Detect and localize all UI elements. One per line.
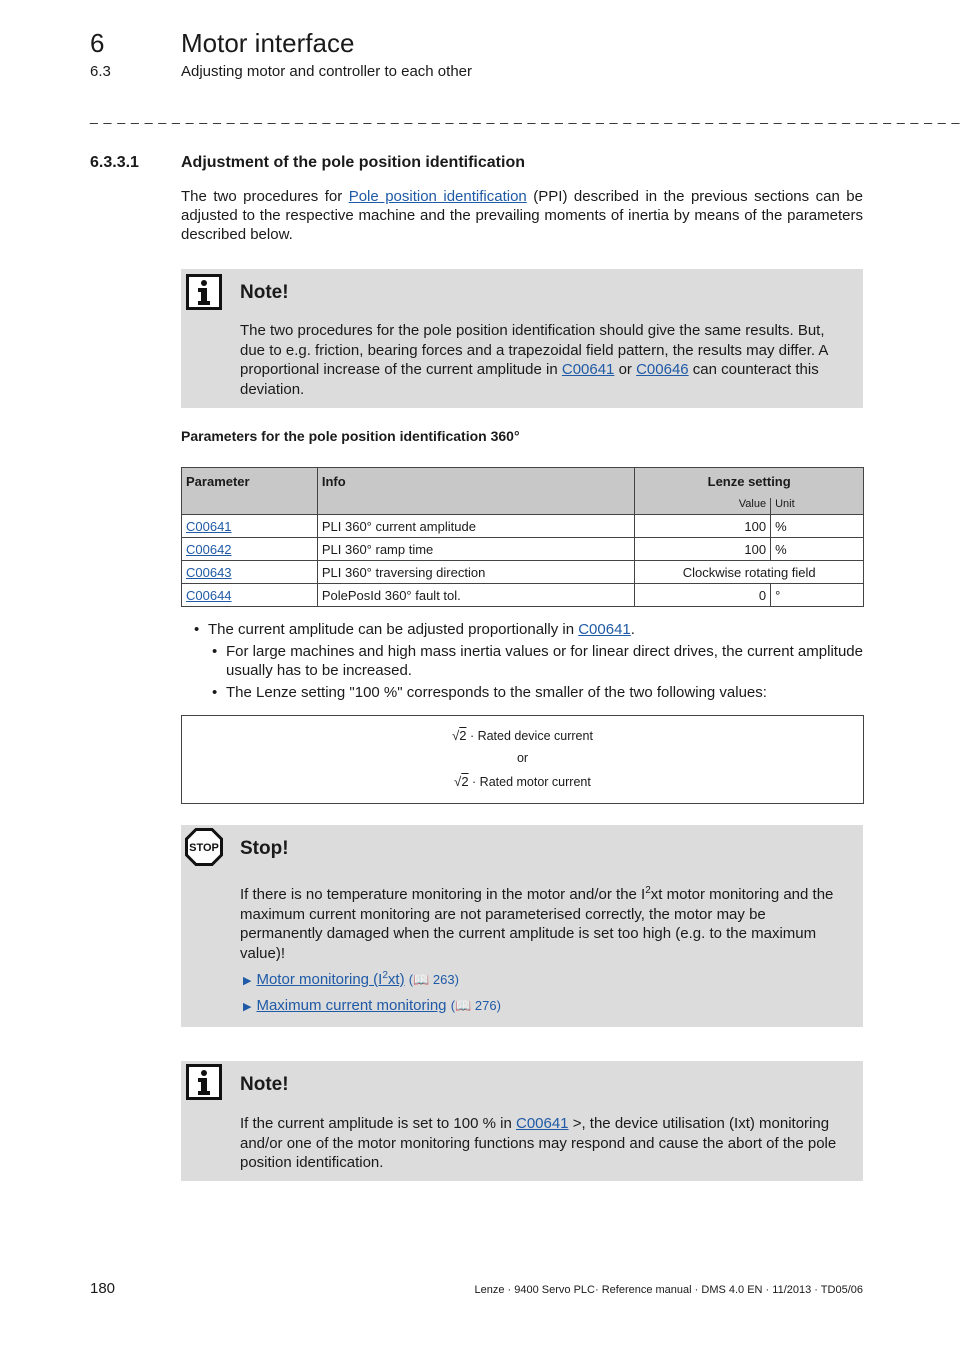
c00641-link[interactable]: C00641 (561, 361, 615, 378)
subsection-number: 6.3.3.1 (90, 154, 139, 171)
table-caption: Parameters for the pole position identification 360° (181, 428, 520, 444)
link-text: xt) (387, 971, 405, 988)
root-sign: √ (454, 774, 462, 789)
table-row (182, 584, 864, 607)
sqrt-symbol (454, 774, 468, 789)
svg-text:STOP: STOP (189, 842, 219, 854)
formula-line-device (182, 728, 863, 743)
page-number: 180 (90, 1280, 116, 1297)
superscript: 2 (382, 970, 388, 981)
max-current-monitoring-link-row[interactable] (243, 997, 501, 1014)
motor-monitoring-link-row[interactable] (243, 970, 459, 988)
formula-text: · Rated device current (469, 729, 593, 743)
note-text (240, 1114, 848, 1173)
bullet-text: The current amplitude can be adjusted proportionally in (208, 621, 579, 638)
param-info: PLI 360° current amplitude (317, 515, 634, 538)
intro-text-after: (PPI) described in the previous sections can be adjusted to the respective machine and the prevailing moments of inertia by means of the parameters described below. (181, 188, 863, 243)
list-item: • The Lenze setting "100 %" corresponds to the smaller of the two following values: (208, 683, 870, 702)
sqrt-symbol (452, 728, 466, 743)
note-title: Note! (240, 1074, 289, 1095)
c00641-link[interactable]: C00641 (578, 621, 631, 638)
formula-box (181, 715, 864, 804)
page-reference: (📖 276) (450, 998, 501, 1013)
page-number: 276 (474, 998, 497, 1013)
param-info: PolePosId 360° fault tol. (317, 584, 634, 607)
parameter-table (181, 467, 864, 607)
param-unit: ° (771, 584, 864, 607)
stop-icon (185, 828, 223, 866)
param-info: PLI 360° traversing direction (317, 561, 634, 584)
page-reference: (📖 263) (408, 972, 459, 987)
note-text-part: can counteract this deviation. (240, 361, 819, 398)
arrow-right-icon: ▶ (243, 1001, 252, 1013)
root-sign: √ (452, 728, 460, 743)
motor-monitoring-link[interactable] (256, 971, 404, 988)
formula-text: · Rated motor current (472, 775, 591, 789)
root-value: 2 (459, 728, 467, 743)
note-box (181, 269, 863, 408)
param-link[interactable]: C00644 (186, 587, 232, 603)
book-icon: 📖 (413, 972, 430, 987)
book-icon: 📖 (455, 998, 472, 1013)
subsection-title: Adjustment of the pole position identification (181, 154, 525, 171)
param-link[interactable]: C00641 (186, 518, 232, 534)
header-value: Value (635, 498, 771, 515)
param-lenze-setting: Clockwise rotating field (635, 561, 864, 584)
info-icon (186, 274, 222, 310)
root-value: 2 (461, 774, 469, 789)
param-unit: % (771, 538, 864, 561)
list-item (190, 620, 870, 639)
stop-text (240, 881, 848, 963)
header-lenze-setting: Lenze setting (635, 468, 864, 498)
note-text-part: If the current amplitude is set to 100 % in (240, 1115, 516, 1132)
bullet-list (190, 620, 870, 705)
header-separator: _ _ _ _ _ _ _ _ _ _ _ _ _ _ _ _ _ _ _ _ _ _ _ _ _ _ _ _ _ _ _ _ _ _ _ _ _ _ _ _ _ _ _ _ _ _ _ _ _ _ _ _ _ _ _ _ _ _ _ _ _ _ _ _ (90, 108, 960, 124)
stop-box (181, 825, 863, 1027)
note-text-part: >, the device utilisation (Ixt) monitoring and/or one of the motor monitoring functions may respond and cause the abort of the pole position identification. (240, 1115, 837, 1171)
param-link[interactable]: C00643 (186, 564, 232, 580)
note-text (240, 321, 848, 399)
param-link[interactable]: C00642 (186, 541, 232, 557)
list-item: • For large machines and high mass inertia values or for linear direct drives, the current amplitude usually has to be increased. (208, 642, 870, 680)
info-icon (186, 1064, 222, 1100)
stop-text-part: If there is no temperature monitoring in the motor and/or the I (240, 886, 646, 903)
chapter-number: 6 (90, 28, 105, 58)
c00641-link[interactable]: C00641 (515, 1115, 569, 1132)
section-title: Adjusting motor and controller to each other (181, 63, 472, 80)
bullet-text: . (630, 621, 635, 638)
section-number: 6.3 (90, 63, 111, 80)
intro-paragraph (181, 187, 863, 244)
header-unit: Unit (771, 498, 864, 515)
param-info: PLI 360° ramp time (317, 538, 634, 561)
max-current-monitoring-link[interactable]: Maximum current monitoring (256, 997, 447, 1014)
param-value: 0 (635, 584, 771, 607)
link-text: Motor monitoring (I (256, 971, 383, 988)
header-parameter: Parameter (182, 468, 318, 515)
pole-position-identification-link[interactable]: Pole position identification (348, 188, 527, 205)
c00646-link[interactable]: C00646 (636, 361, 689, 378)
superscript: 2 (645, 885, 651, 896)
param-unit: % (771, 515, 864, 538)
stop-text-part: xt motor monitoring and the maximum current monitoring are not parameterised correctly, the motor may be permanently damaged when the current amplitude is set too high (e.g. to the maximum value)! (240, 886, 834, 962)
table-row (182, 538, 864, 561)
intro-text-before: The two procedures for (181, 188, 349, 205)
note-text-part: The two procedures for the pole position identification should give the same results. But, due to e.g. friction, bearing forces and a trapezoidal field pattern, the results may differ. A proportional increase of the current amplitude in (240, 322, 828, 378)
param-value: 100 (635, 515, 771, 538)
note-title: Note! (240, 282, 289, 303)
header-info: Info (317, 468, 634, 515)
stop-title: Stop! (240, 838, 289, 859)
formula-or: or (516, 751, 529, 765)
arrow-right-icon: ▶ (243, 975, 252, 987)
table-row (182, 561, 864, 584)
note-text-part: or (614, 361, 637, 378)
formula-line-motor (182, 774, 863, 789)
page-number: 263 (432, 972, 455, 987)
note-box (181, 1061, 863, 1181)
chapter-title: Motor interface (181, 28, 355, 58)
footer-doc-info: Lenze · 9400 Servo PLC· Reference manual · DMS 4.0 EN · 11/2013 · TD05/06 (474, 1284, 863, 1296)
table-row (182, 515, 864, 538)
param-value: 100 (635, 538, 771, 561)
